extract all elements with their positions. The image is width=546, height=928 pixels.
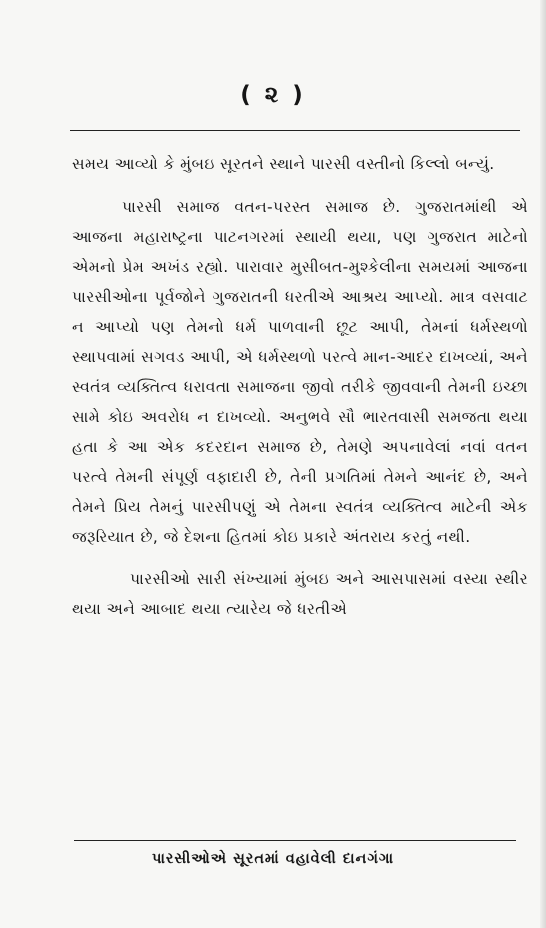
paragraph-2: પારસી સમાજ વતન-પરસ્ત સમાજ છે. ગુજરાતમાંથી એ આજના મહારાષ્ટ્રના પાટનગરમાં સ્થાયી થયા, પણ ગુજરાત માટેનો એમનો પ્રેમ અખંડ રહ્યો. પારાવાર મુસીબત-મુશ્કેલીના સમયમાં આજના પારસીઓના પૂર્વજોને ગુજરાતની ધરતીએ આશ્રય આપ્યો. માત્ર વસવાટ ન આપ્યો પણ તેમનો ધર્મ પાળવાની છૂટ આપી, તેમનાં ધર્મસ્થળો સ્થાપવામાં સગવડ આપી, એ ધર્મસ્થળો પરત્વે માન-આદર દાખવ્યાં, અને સ્વતંત્ર વ્યક્તિત્વ ધરાવતા સમાજના જીવો તરીકે જીવવાની તેમની ઇચ્છા સામે કોઇ અવરોધ ન દાખવ્યો. અનુભવે સૌ ભારતવાસી સમજતા થયા હતા કે આ એક કદરદાન સમાજ છે, તેમણે અપનાવેલાં નવાં વતન પરત્વે તેમની સંપૂર્ણ વફાદારી છે, તેની પ્રગતિમાં તેમને આનંદ છે, અને તેમને પ્રિય તેમનું પારસીપણું એ તેમના સ્વતંત્ર વ્યક્તિત્વ માટેની એક જરૂરિયાત છે, જે દેશના હિતમાં કોઇ પ્રકારે અંતરાય કરતું નથી. bbox=[72, 198, 528, 546]
paragraph-1: સમય આવ્યો કે મુંબઇ સૂરતને સ્થાને પારસી વસ્તીનો કિલ્લો બન્યું. bbox=[72, 155, 495, 173]
paragraph-3: પારસીઓ સારી સંખ્યામાં મુંબઇ અને આસપાસમાં વસ્યા સ્થીર થયા અને આબાદ થયા ત્યારેય જે ધરતીએ bbox=[72, 570, 528, 618]
running-footer: પારસીઓએ સૂરતમાં વહાવેલી દાનગંગા bbox=[151, 851, 395, 867]
page-edge-shadow bbox=[540, 0, 546, 928]
body-text bbox=[72, 149, 528, 624]
header-rule bbox=[70, 130, 520, 131]
footer-rule bbox=[74, 840, 516, 841]
page-number: ( ૨ ) bbox=[240, 82, 306, 108]
